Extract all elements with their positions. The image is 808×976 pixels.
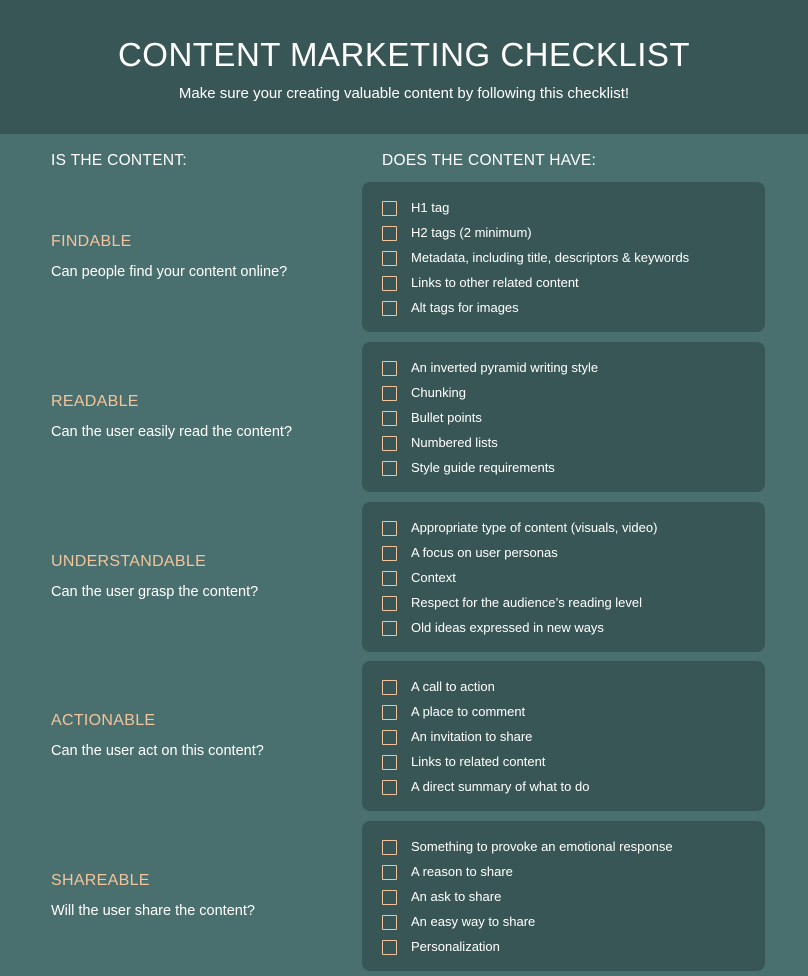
checkbox[interactable] <box>382 755 397 770</box>
checklist-section <box>0 342 808 492</box>
checklist-item-label: Something to provoke an emotional response <box>411 838 673 854</box>
page-title: CONTENT MARKETING CHECKLIST <box>117 36 691 73</box>
checklist-item-label: A call to action <box>411 678 495 694</box>
checkbox[interactable] <box>382 201 397 216</box>
checkbox[interactable] <box>382 890 397 905</box>
checklist-item-label: Numbered lists <box>411 434 498 450</box>
checkbox[interactable] <box>382 361 397 376</box>
checklist-item-label: Links to related content <box>411 753 546 769</box>
checkbox[interactable] <box>382 226 397 241</box>
checklist-section <box>0 661 808 811</box>
checklist-item-label: Personalization <box>411 938 500 954</box>
checklist-item[interactable] <box>382 273 757 291</box>
checkbox[interactable] <box>382 571 397 586</box>
checklist-item[interactable] <box>382 383 757 401</box>
checklist-item-label: A place to comment <box>411 703 526 719</box>
checklist-item-label: Context <box>411 569 456 585</box>
checklist-item[interactable] <box>382 543 757 561</box>
checkbox[interactable] <box>382 276 397 291</box>
checkbox[interactable] <box>382 546 397 561</box>
checklist-item-label: H1 tag <box>411 199 450 215</box>
section-title: ACTIONABLE <box>51 712 156 729</box>
checklist-item-label: H2 tags (2 minimum) <box>411 224 532 240</box>
checklist-item-label: Old ideas expressed in new ways <box>411 619 604 635</box>
checkbox[interactable] <box>382 436 397 451</box>
checklist-card <box>362 342 765 492</box>
checklist-item[interactable] <box>382 677 757 695</box>
checklist-item[interactable] <box>382 727 757 745</box>
header-banner <box>0 0 808 134</box>
checklist-item-label: A direct summary of what to do <box>411 778 590 794</box>
checklist-item-label: An easy way to share <box>411 913 536 929</box>
checkbox[interactable] <box>382 411 397 426</box>
checklist-item-label: Style guide requirements <box>411 459 555 475</box>
page-subtitle: Make sure your creating valuable content by following this checklist! <box>178 85 630 102</box>
checkbox[interactable] <box>382 251 397 266</box>
checklist-item-label: An inverted pyramid writing style <box>411 359 599 375</box>
checklist-item[interactable] <box>382 433 757 451</box>
checklist-item-label: A focus on user personas <box>411 544 558 560</box>
checklist-item-label: Respect for the audience’s reading level <box>411 594 643 610</box>
checklist-item[interactable] <box>382 752 757 770</box>
checkbox[interactable] <box>382 680 397 695</box>
section-question: Can the user easily read the content? <box>51 424 293 440</box>
checklist-card <box>362 821 765 971</box>
checkbox[interactable] <box>382 915 397 930</box>
checkbox[interactable] <box>382 730 397 745</box>
section-question: Can the user act on this content? <box>51 743 264 759</box>
checklist-item[interactable] <box>382 702 757 720</box>
checklist-item[interactable] <box>382 408 757 426</box>
checklist-item-label: A reason to share <box>411 863 513 879</box>
section-question: Can the user grasp the content? <box>51 584 259 600</box>
checkbox[interactable] <box>382 521 397 536</box>
checklist-item[interactable] <box>382 568 757 586</box>
checklist-item-label: Appropriate type of content (visuals, video) <box>411 519 658 535</box>
checklist-item[interactable] <box>382 862 757 880</box>
section-question: Can people find your content online? <box>51 264 288 280</box>
section-question: Will the user share the content? <box>51 903 255 919</box>
checklist-item[interactable] <box>382 458 757 476</box>
checklist-item[interactable] <box>382 248 757 266</box>
checklist-item[interactable] <box>382 887 757 905</box>
checklist-item-label: An ask to share <box>411 888 502 904</box>
checklist-item[interactable] <box>382 618 757 636</box>
checklist-item-label: Chunking <box>411 384 466 400</box>
checkbox[interactable] <box>382 840 397 855</box>
checklist-item-label: Metadata, including title, descriptors & keywords <box>411 249 690 265</box>
section-title: UNDERSTANDABLE <box>51 553 207 570</box>
section-title: FINDABLE <box>51 233 132 250</box>
checklist-item-label: Links to other related content <box>411 274 579 290</box>
checklist-card <box>362 182 765 332</box>
checkbox[interactable] <box>382 865 397 880</box>
section-title: SHAREABLE <box>51 872 150 889</box>
checkbox[interactable] <box>382 461 397 476</box>
checklist-card <box>362 661 765 811</box>
checklist-section <box>0 182 808 332</box>
checklist-card <box>362 502 765 652</box>
checklist-item-label: Bullet points <box>411 409 482 425</box>
checklist-item[interactable] <box>382 837 757 855</box>
checkbox[interactable] <box>382 596 397 611</box>
checklist-item[interactable] <box>382 912 757 930</box>
checkbox[interactable] <box>382 780 397 795</box>
checklist-item[interactable] <box>382 298 757 316</box>
left-column-heading: IS THE CONTENT: <box>51 152 187 169</box>
checkbox[interactable] <box>382 621 397 636</box>
checkbox[interactable] <box>382 301 397 316</box>
checklist-item[interactable] <box>382 777 757 795</box>
checklist-item[interactable] <box>382 223 757 241</box>
right-column-heading: DOES THE CONTENT HAVE: <box>382 152 597 169</box>
checklist-item-label: Alt tags for images <box>411 299 519 315</box>
checkbox[interactable] <box>382 705 397 720</box>
checklist-section <box>0 821 808 971</box>
checklist-item[interactable] <box>382 937 757 955</box>
checkbox[interactable] <box>382 386 397 401</box>
checklist-item[interactable] <box>382 358 757 376</box>
checklist-item[interactable] <box>382 198 757 216</box>
checklist-section <box>0 502 808 652</box>
checklist-item-label: An invitation to share <box>411 728 533 744</box>
checklist-item[interactable] <box>382 518 757 536</box>
checkbox[interactable] <box>382 940 397 955</box>
section-title: READABLE <box>51 393 139 410</box>
checklist-item[interactable] <box>382 593 757 611</box>
